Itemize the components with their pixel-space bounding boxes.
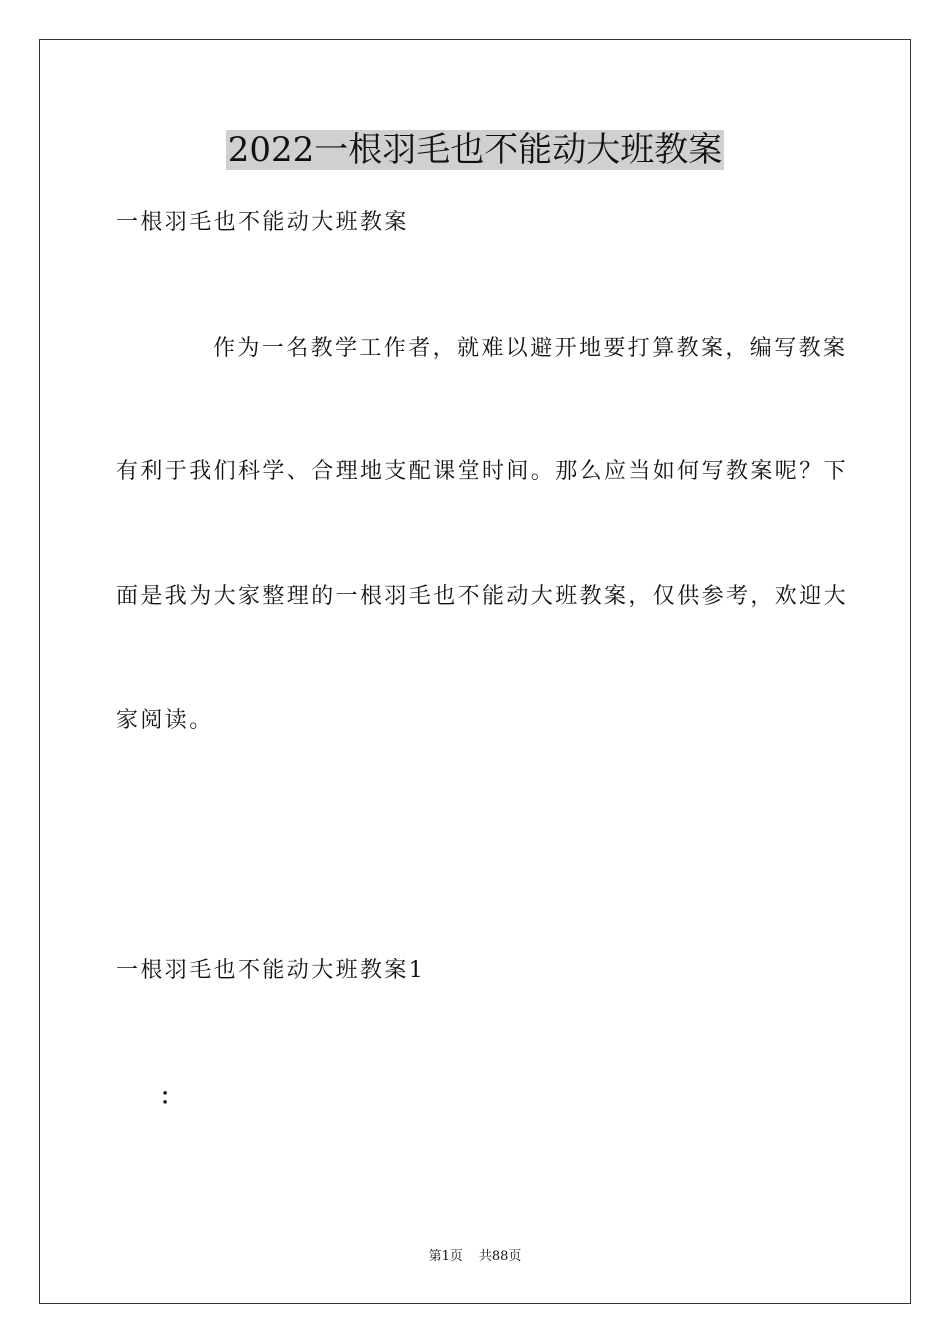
intro-line-1: 作为一名教学工作者，就难以避开地要打算教案，编写教案 xyxy=(213,336,848,361)
page-footer xyxy=(0,1248,950,1266)
page-current: 第1页 xyxy=(428,1249,463,1264)
intro-line-4: 家阅读。 xyxy=(116,708,214,733)
document-title-text: 2022一根羽毛也不能动大班教案 xyxy=(227,130,723,170)
document-subtitle: 一根羽毛也不能动大班教案 xyxy=(116,210,409,235)
intro-line-2: 有利于我们科学、合理地支配课堂时间。那么应当如何写教案呢？下 xyxy=(116,459,849,484)
intro-line-3: 面是我为大家整理的一根羽毛也不能动大班教案，仅供参考，欢迎大 xyxy=(116,584,849,609)
colon-mark: ： xyxy=(160,1084,185,1110)
document-title xyxy=(0,128,950,172)
section-1-heading: 一根羽毛也不能动大班教案1 xyxy=(116,958,426,983)
page-total: 共88页 xyxy=(478,1249,522,1264)
